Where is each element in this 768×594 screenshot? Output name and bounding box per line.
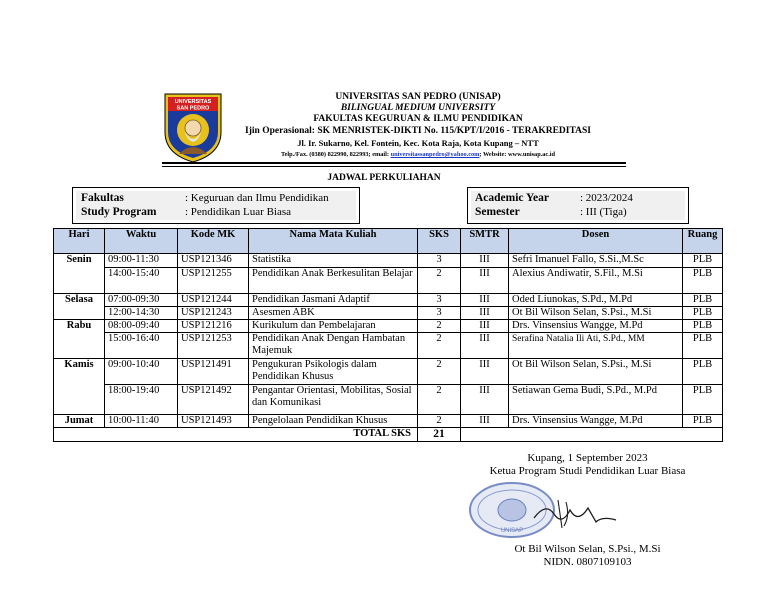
cell-sks: 2 <box>418 333 461 359</box>
cell-room: PLB <box>683 359 723 385</box>
cell-room: PLB <box>683 320 723 333</box>
study-program-label: Study Program <box>81 206 157 218</box>
email-link[interactable]: universitassanpedro@yahoo.com <box>390 151 480 158</box>
cell-room: PLB <box>683 385 723 415</box>
table-row <box>54 268 723 294</box>
place-date: Kupang, 1 September 2023 <box>527 452 648 464</box>
letterhead-rule-thin <box>162 166 626 167</box>
cell-time: 15:00-16:40 <box>105 333 178 359</box>
total-sks-label: TOTAL SKS <box>54 428 418 442</box>
cell-course: Pendidikan Anak Dengan Hambatan Majemuk <box>249 333 418 359</box>
cell-code: USP121216 <box>178 320 249 333</box>
cell-smtr: III <box>461 294 509 307</box>
cell-sks: 3 <box>418 294 461 307</box>
cell-course: Kurikulum dan Pembelajaran <box>249 320 418 333</box>
cell-day: Jumat <box>54 415 105 428</box>
cell-lecturer: Ot Bil Wilson Selan, S.Psi., M.Si <box>509 359 683 385</box>
cell-room: PLB <box>683 333 723 359</box>
table-row <box>54 333 723 359</box>
cell-smtr: III <box>461 333 509 359</box>
cell-course: Pengukuran Psikologis dalam Pendidikan Khusus <box>249 359 418 385</box>
cell-code: USP121255 <box>178 268 249 294</box>
cell-code: USP121253 <box>178 333 249 359</box>
cell-smtr: III <box>461 268 509 294</box>
cell-course: Asesmen ABK <box>249 307 418 320</box>
academic-year-label: Academic Year <box>475 192 549 204</box>
signer-name: Ot Bil Wilson Selan, S.Psi., M.Si <box>514 543 661 555</box>
cell-smtr: III <box>461 320 509 333</box>
cell-time: 09:00-10:40 <box>105 359 178 385</box>
cell-day: Selasa <box>54 294 105 307</box>
cell-lecturer: Serafina Natalia Ili Ati, S.Pd., MM <box>509 333 683 359</box>
cell-code: USP121243 <box>178 307 249 320</box>
col-waktu: Waktu <box>105 229 178 254</box>
cell-time: 10:00-11:40 <box>105 415 178 428</box>
table-row <box>54 385 723 415</box>
cell-time: 14:00-15:40 <box>105 268 178 294</box>
cell-smtr: III <box>461 359 509 385</box>
schedule-table <box>53 228 723 442</box>
document-title: JADWAL PERKULIAHAN <box>327 173 441 183</box>
contact-prefix: Telp./Fax. (0380) 822990, 822993; email: <box>280 151 391 158</box>
total-sks-value: 21 <box>418 428 461 442</box>
table-row <box>54 307 723 320</box>
logo-banner-line2: SAN PEDRO <box>176 105 210 112</box>
university-logo <box>163 92 223 164</box>
letterhead-rule-thick <box>162 162 626 164</box>
cell-sks: 2 <box>418 320 461 333</box>
university-name: UNIVERSITAS SAN PEDRO (UNISAP) <box>335 92 501 102</box>
col-kode-mk: Kode MK <box>178 229 249 254</box>
address: Jl. Ir. Sukarno, Kel. Fontein, Kec. Kota Raja, Kota Kupang – NTT <box>297 138 539 148</box>
cell-code: USP121346 <box>178 254 249 268</box>
col-nama-mata-kuliah: Nama Mata Kuliah <box>249 229 418 254</box>
academic-info-box <box>467 187 689 224</box>
cell-lecturer: Sefri Imanuel Fallo, S.Si.,M.Sc <box>509 254 683 268</box>
semester-label: Semester <box>475 206 520 218</box>
table-header-row <box>54 229 723 254</box>
cell-course: Pengelolaan Pendidikan Khusus <box>249 415 418 428</box>
cell-sks: 2 <box>418 415 461 428</box>
cell-time: 12:00-14:30 <box>105 307 178 320</box>
logo-banner-line1: UNIVERSITAS <box>174 99 212 105</box>
cell-day <box>54 385 105 415</box>
col-hari: Hari <box>54 229 105 254</box>
cell-lecturer: Alexius Andiwatir, S.Fil., M.Si <box>509 268 683 294</box>
cell-smtr: III <box>461 307 509 320</box>
col-smtr: SMTR <box>461 229 509 254</box>
faculty-info-box <box>72 187 360 224</box>
cell-sks: 2 <box>418 268 461 294</box>
operating-permit: Ijin Operasional: SK MENRISTEK-DIKTI No. 115/KPT/I/2016 - TERAKREDITASI <box>245 126 591 136</box>
table-row <box>54 294 723 307</box>
cell-time: 08:00-09:40 <box>105 320 178 333</box>
cell-course: Pendidikan Jasmani Adaptif <box>249 294 418 307</box>
table-row <box>54 254 723 268</box>
cell-course: Statistika <box>249 254 418 268</box>
cell-room: PLB <box>683 254 723 268</box>
cell-day <box>54 333 105 359</box>
cell-smtr: III <box>461 415 509 428</box>
faculty-value: : Keguruan dan Ilmu Pendidikan <box>185 192 329 204</box>
cell-room: PLB <box>683 268 723 294</box>
cell-sks: 3 <box>418 307 461 320</box>
cell-day: Senin <box>54 254 105 268</box>
col-ruang: Ruang <box>683 229 723 254</box>
academic-year-value: : 2023/2024 <box>580 192 633 204</box>
university-subtitle: BILINGUAL MEDIUM UNIVERSITY <box>340 103 496 113</box>
cell-smtr: III <box>461 254 509 268</box>
faculty-label: Fakultas <box>81 192 124 204</box>
cell-course: Pendidikan Anak Berkesulitan Belajar <box>249 268 418 294</box>
cell-day: Rabu <box>54 320 105 333</box>
cell-lecturer: Ot Bil Wilson Selan, S.Psi., M.Si <box>509 307 683 320</box>
cell-room: PLB <box>683 294 723 307</box>
table-row <box>54 320 723 333</box>
cell-code: USP121492 <box>178 385 249 415</box>
cell-day: Kamis <box>54 359 105 385</box>
col-sks: SKS <box>418 229 461 254</box>
cell-sks: 3 <box>418 254 461 268</box>
cell-course: Pengantar Orientasi, Mobilitas, Sosial dan Komunikasi <box>249 385 418 415</box>
signer-position: Ketua Program Studi Pendidikan Luar Biasa <box>489 465 686 477</box>
cell-sks: 2 <box>418 359 461 385</box>
total-empty <box>461 428 723 442</box>
cell-time: 09:00-11:30 <box>105 254 178 268</box>
cell-code: USP121244 <box>178 294 249 307</box>
cell-time: 07:00-09:30 <box>105 294 178 307</box>
cell-room: PLB <box>683 415 723 428</box>
cell-code: USP121493 <box>178 415 249 428</box>
cell-lecturer: Setiawan Gema Budi, S.Pd., M.Pd <box>509 385 683 415</box>
stamp-text: UNISAP <box>500 528 524 534</box>
study-program-value: : Pendidikan Luar Biasa <box>185 206 292 218</box>
faculty-name: FAKULTAS KEGURUAN & ILMU PENDIDIKAN <box>313 114 523 124</box>
contact-suffix: ; Website: www.unisap.ac.id <box>479 151 556 158</box>
table-row <box>54 415 723 428</box>
contact-line <box>226 151 610 158</box>
cell-day <box>54 307 105 320</box>
semester-value: : III (Tiga) <box>580 206 627 218</box>
cell-code: USP121491 <box>178 359 249 385</box>
cell-room: PLB <box>683 307 723 320</box>
cell-time: 18:00-19:40 <box>105 385 178 415</box>
cell-smtr: III <box>461 385 509 415</box>
cell-lecturer: Oded Liunokas, S.Pd., M.Pd <box>509 294 683 307</box>
cell-lecturer: Drs. Vinsensius Wangge, M.Pd <box>509 415 683 428</box>
signer-nidn: NIDN. 0807109103 <box>543 556 632 568</box>
cell-lecturer: Drs. Vinsensius Wangge, M.Pd <box>509 320 683 333</box>
table-row <box>54 359 723 385</box>
col-dosen: Dosen <box>509 229 683 254</box>
handwritten-signature <box>530 496 620 532</box>
cell-day <box>54 268 105 294</box>
total-row <box>54 428 723 442</box>
cell-sks: 2 <box>418 385 461 415</box>
